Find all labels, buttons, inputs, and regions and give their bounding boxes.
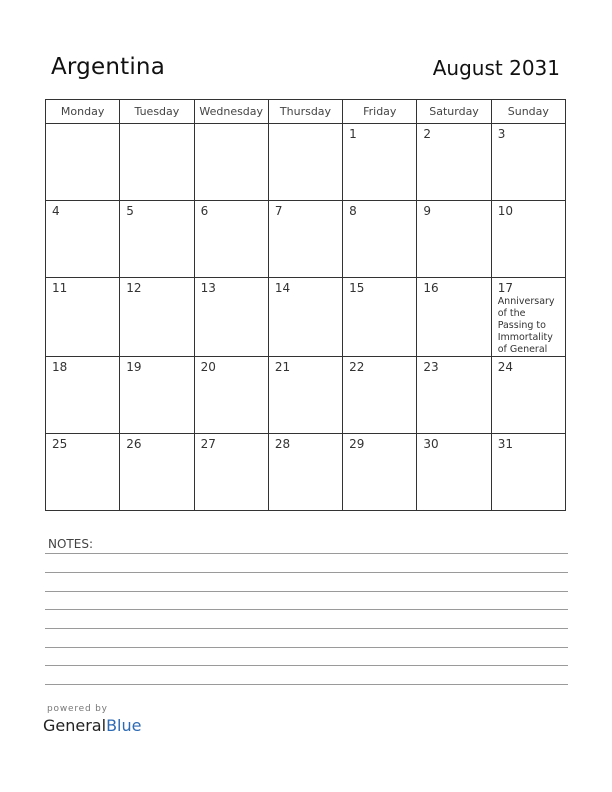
note-line bbox=[45, 665, 568, 666]
holiday-label: Anniversary of the Passing to Immortality of General bbox=[497, 296, 555, 355]
weekday-header-sunday: Sunday bbox=[491, 100, 565, 124]
calendar-week-row bbox=[46, 201, 566, 278]
weekday-header-saturday: Saturday bbox=[417, 100, 491, 124]
calendar-day-cell bbox=[268, 434, 342, 511]
calendar-day-cell bbox=[343, 201, 417, 278]
calendar-day-cell bbox=[417, 434, 491, 511]
calendar-week-row bbox=[46, 278, 566, 357]
calendar-day-cell bbox=[491, 434, 565, 511]
calendar-day-cell bbox=[120, 278, 194, 357]
day-number: 2 bbox=[423, 127, 432, 141]
weekday-header-tuesday: Tuesday bbox=[120, 100, 194, 124]
weekday-header-wednesday: Wednesday bbox=[194, 100, 268, 124]
day-number: 10 bbox=[497, 204, 513, 218]
calendar-day-cell bbox=[268, 201, 342, 278]
calendar-day-cell bbox=[46, 434, 120, 511]
day-number: 14 bbox=[274, 281, 291, 295]
calendar-week-row bbox=[46, 434, 566, 511]
day-number: 19 bbox=[126, 360, 142, 374]
day-number: 9 bbox=[423, 204, 432, 218]
calendar-day-cell bbox=[268, 278, 342, 357]
calendar-day-cell bbox=[194, 357, 268, 434]
note-line bbox=[45, 647, 568, 648]
day-number: 29 bbox=[349, 437, 365, 451]
day-number: 28 bbox=[274, 437, 291, 451]
brand-blue-text: Blue bbox=[106, 716, 142, 735]
calendar-day-cell bbox=[343, 434, 417, 511]
day-number: 1 bbox=[349, 127, 357, 141]
weekday-header-monday: Monday bbox=[46, 100, 120, 124]
calendar-day-cell bbox=[343, 357, 417, 434]
day-number: 4 bbox=[52, 204, 60, 218]
note-line bbox=[45, 572, 568, 573]
note-line bbox=[45, 609, 568, 610]
day-number: 11 bbox=[52, 281, 68, 295]
day-number: 20 bbox=[200, 360, 216, 374]
calendar-day-cell bbox=[491, 278, 565, 357]
day-number: 21 bbox=[274, 360, 291, 374]
calendar-day-cell bbox=[194, 278, 268, 357]
day-number bbox=[195, 124, 268, 127]
day-number: 18 bbox=[52, 360, 68, 374]
calendar-day-cell bbox=[46, 278, 120, 357]
day-number: 8 bbox=[349, 204, 357, 218]
day-number bbox=[269, 124, 342, 127]
calendar-day-cell bbox=[120, 434, 194, 511]
calendar-day-cell bbox=[491, 357, 565, 434]
day-number: 25 bbox=[52, 437, 68, 451]
calendar-day-cell bbox=[343, 278, 417, 357]
brand-general-text: General bbox=[43, 716, 107, 735]
day-number: 31 bbox=[497, 437, 513, 451]
note-line bbox=[45, 684, 568, 685]
day-number: 26 bbox=[126, 437, 142, 451]
day-number: 27 bbox=[200, 437, 216, 451]
calendar-day-cell bbox=[120, 124, 194, 201]
day-number bbox=[120, 124, 193, 127]
calendar-day-cell bbox=[417, 278, 491, 357]
day-number: 15 bbox=[349, 281, 365, 295]
brand-logo bbox=[43, 716, 141, 735]
calendar-week-row bbox=[46, 124, 566, 201]
note-line bbox=[45, 628, 568, 629]
day-number: 30 bbox=[423, 437, 439, 451]
day-number: 6 bbox=[200, 204, 209, 218]
calendar-body bbox=[46, 124, 566, 511]
day-number: 13 bbox=[200, 281, 216, 295]
weekday-header-friday: Friday bbox=[343, 100, 417, 124]
weekday-header-thursday: Thursday bbox=[268, 100, 342, 124]
country-title: Argentina bbox=[51, 54, 165, 80]
calendar-day-cell bbox=[120, 201, 194, 278]
notes-label: NOTES: bbox=[48, 537, 93, 551]
month-title: August 2031 bbox=[432, 56, 560, 80]
calendar-day-cell bbox=[120, 357, 194, 434]
calendar-day-cell bbox=[343, 124, 417, 201]
calendar-day-cell bbox=[417, 357, 491, 434]
powered-by-text: powered by bbox=[47, 704, 108, 714]
calendar-day-cell bbox=[417, 201, 491, 278]
day-number: 22 bbox=[349, 360, 365, 374]
day-number: 7 bbox=[274, 204, 283, 218]
calendar-day-cell bbox=[268, 357, 342, 434]
calendar-day-cell bbox=[46, 124, 120, 201]
calendar-day-cell bbox=[194, 124, 268, 201]
calendar-day-cell bbox=[268, 124, 342, 201]
calendar-day-cell bbox=[194, 434, 268, 511]
weekday-header-row bbox=[46, 100, 566, 124]
calendar-day-cell bbox=[46, 201, 120, 278]
note-line bbox=[45, 553, 568, 554]
calendar-day-cell bbox=[417, 124, 491, 201]
day-number: 17 bbox=[497, 281, 513, 295]
day-number bbox=[46, 124, 119, 127]
calendar-day-cell bbox=[194, 201, 268, 278]
day-number: 5 bbox=[126, 204, 134, 218]
day-number: 16 bbox=[423, 281, 439, 295]
day-number: 12 bbox=[126, 281, 142, 295]
calendar-week-row bbox=[46, 357, 566, 434]
calendar-day-cell bbox=[491, 124, 565, 201]
calendar-day-cell bbox=[491, 201, 565, 278]
day-number: 3 bbox=[497, 127, 506, 141]
calendar-day-cell bbox=[46, 357, 120, 434]
calendar-grid bbox=[45, 99, 566, 511]
day-number: 24 bbox=[497, 360, 513, 374]
day-number: 23 bbox=[423, 360, 439, 374]
note-line bbox=[45, 591, 568, 592]
